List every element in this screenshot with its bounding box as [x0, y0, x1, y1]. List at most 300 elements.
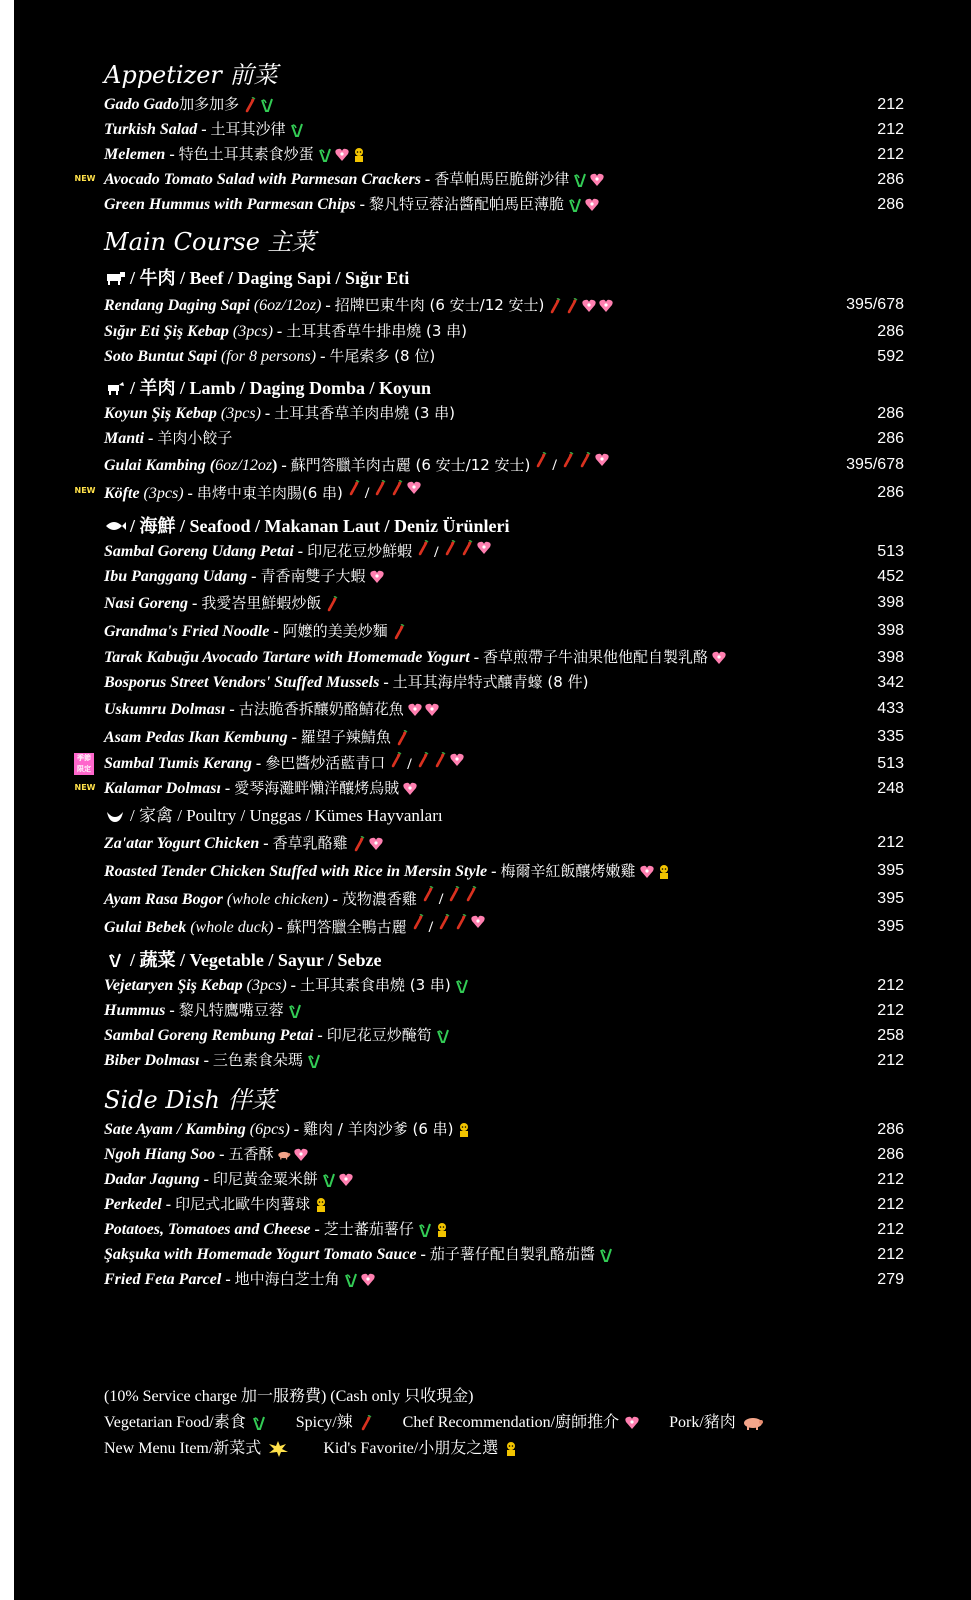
- menu-item: [104, 998, 904, 1023]
- item-separator: -: [272, 323, 287, 340]
- legend-label: Kid's Favorite/小朋友之選: [323, 1440, 499, 1457]
- menu-item: [104, 1242, 904, 1267]
- item-icons: [347, 480, 421, 508]
- item-qualifier: (3pcs): [139, 485, 184, 502]
- item-name: Nasi Goreng: [104, 595, 189, 612]
- menu-item: [104, 564, 904, 589]
- item-name: Köfte: [104, 485, 140, 502]
- chef-recommendation-icon: [640, 864, 654, 880]
- item-separator: -: [289, 1121, 304, 1138]
- item-icons: [408, 702, 439, 718]
- chef-recommendation-icon: [712, 650, 726, 666]
- item-chinese-name: 土耳其香草羊肉串燒 (3 串): [274, 404, 456, 422]
- pork-icon: [742, 1415, 764, 1431]
- item-chinese-name: 梅爾辛紅飯釀烤嫩雞: [500, 862, 636, 880]
- menu-item: [104, 451, 904, 479]
- chef-recommendation-icon: [370, 569, 384, 585]
- item-name: Ngoh Hiang Soo: [104, 1146, 216, 1163]
- item-price: 395/678: [846, 296, 904, 313]
- item-icons: [344, 1272, 375, 1288]
- section-title-appetizer: Appetizer 前菜: [104, 61, 278, 89]
- spicy-icon: [243, 97, 257, 113]
- item-chinese-name: 土耳其素食串燒 (3 串): [299, 976, 451, 994]
- item-name: Sambal Goreng Rembung Petai: [104, 1027, 314, 1044]
- menu-item: [104, 645, 904, 670]
- category-label: / 家禽 / Poultry / Unggas / Kümes Hayvanları: [130, 806, 443, 825]
- item-chinese-name: 牛尾索多 (8 位): [329, 347, 436, 365]
- chef-recommendation-icon: [599, 298, 613, 314]
- item-price: 286: [877, 405, 904, 422]
- item-name: Tarak Kabuğu Avocado Tartare with Homemade Yogurt: [104, 649, 470, 666]
- item-price: 286: [877, 1146, 904, 1163]
- menu-item: [104, 857, 904, 885]
- item-separator: -: [287, 729, 301, 746]
- item-price: 212: [877, 121, 904, 138]
- new-item-badge: NEW: [74, 783, 96, 792]
- vegetarian-icon: [318, 147, 332, 163]
- item-name: Grandma's Fried Noodle: [104, 623, 270, 640]
- item-icons: [325, 596, 339, 612]
- item-icons: [455, 978, 469, 994]
- item-separator: -: [420, 171, 435, 188]
- cow-icon: [104, 270, 126, 286]
- item-qualifier: (for 8 persons): [216, 348, 317, 365]
- item-chinese-name: 印尼花豆炒醃筍: [326, 1026, 432, 1044]
- chef-recommendation-icon: [471, 914, 485, 930]
- item-separator: -: [469, 649, 484, 666]
- spicy-icon: [433, 752, 447, 768]
- item-icons: [277, 1147, 308, 1163]
- item-name: Asam Pedas Ikan Kembung: [104, 729, 288, 746]
- item-name: Biber Dolması: [104, 1052, 200, 1069]
- menu-item: [104, 92, 904, 117]
- item-name: Potatoes, Tomatoes and Cheese: [104, 1221, 311, 1238]
- item-chinese-name: 阿嬤的美美炒麵: [282, 622, 388, 640]
- item-name: Sate Ayam / Kambing: [104, 1121, 246, 1138]
- item-qualifier: 6oz/12oz: [215, 457, 273, 474]
- item-separator: -: [316, 348, 330, 365]
- item-price: 342: [877, 674, 904, 691]
- icon-separator: /: [428, 919, 434, 937]
- item-price: 279: [877, 1271, 904, 1288]
- item-name: Gulai Kambing (: [104, 457, 216, 474]
- menu-item: [104, 1167, 904, 1192]
- fish-icon: [104, 518, 126, 534]
- item-price: 398: [877, 594, 904, 611]
- item-chinese-name: 羊肉小餃子: [157, 429, 233, 447]
- item-price: 286: [877, 484, 904, 501]
- kids-favorite-icon: [457, 1122, 471, 1138]
- icon-separator: /: [407, 755, 412, 773]
- menu-item: [104, 913, 904, 941]
- chef-recommendation-icon: [403, 781, 417, 797]
- item-chinese-name: 雞肉 / 羊肉沙爹 (6 串): [303, 1120, 454, 1138]
- vegetarian-icon: [599, 1247, 613, 1263]
- item-name: Gulai Bebek: [104, 919, 187, 936]
- item-separator: -: [220, 780, 235, 797]
- item-qualifier: (6oz/12oz): [249, 297, 322, 314]
- item-separator: -: [416, 1246, 430, 1263]
- menu-item: [104, 291, 904, 319]
- item-separator: -: [328, 891, 342, 908]
- item-price: 258: [877, 1027, 904, 1044]
- item-separator: -: [251, 755, 266, 772]
- item-chinese-name: 黎凡特豆蓉沾醬配帕馬臣薄脆: [368, 195, 564, 213]
- chef-recommendation-icon: [595, 452, 609, 468]
- item-name: Avocado Tomato Salad with Parmesan Crackers: [104, 171, 421, 188]
- item-name: Bosporus Street Vendors' Stuffed Mussels: [104, 674, 380, 691]
- menu-item: [104, 723, 904, 751]
- item-qualifier: (3pcs): [228, 323, 273, 340]
- item-icons: [548, 298, 613, 314]
- item-price: 398: [877, 649, 904, 666]
- item-separator: -: [215, 1146, 229, 1163]
- vegetarian-icon: [288, 1003, 302, 1019]
- item-chinese-name: 香草帕馬臣脆餅沙律: [434, 170, 570, 188]
- item-price: 212: [877, 834, 904, 851]
- kids-favorite-icon: [352, 147, 366, 163]
- item-name: Dadar Jagung: [104, 1171, 200, 1188]
- veg-icon: [104, 952, 126, 968]
- item-name: Ibu Panggang Udang: [104, 568, 248, 585]
- legend-label: Vegetarian Food/素食: [104, 1414, 246, 1431]
- item-separator: -: [165, 146, 179, 163]
- item-name: Uskumru Dolması: [104, 701, 226, 718]
- category-header: [104, 375, 904, 401]
- item-price: 212: [877, 1246, 904, 1263]
- menu-item: [104, 589, 904, 617]
- item-separator: -: [379, 674, 393, 691]
- menu-item: [104, 319, 904, 344]
- item-price: 212: [877, 1221, 904, 1238]
- item-name: Vejetaryen Şiş Kebap: [104, 977, 243, 994]
- category-label: / 海鮮 / Seafood / Makanan Laut / Deniz Ürünleri: [130, 516, 510, 536]
- item-chinese-name: 印尼式北歐牛肉薯球: [175, 1195, 311, 1213]
- menu-item: [104, 617, 904, 645]
- item-name: Sığır Eti Şiş Kebap: [104, 323, 229, 340]
- menu-item: [104, 1048, 904, 1073]
- menu-item: [104, 1142, 904, 1167]
- chef-recommendation-icon: [477, 540, 491, 556]
- item-chinese-name: 羅望子辣鯖魚: [300, 728, 391, 746]
- item-price: 212: [877, 146, 904, 163]
- item-chinese-name: 印尼花豆炒鮮蝦: [307, 542, 413, 560]
- item-price: 286: [877, 323, 904, 340]
- item-separator: -: [269, 623, 283, 640]
- item-chinese-name: 招牌巴東牛肉 (6 安士/12 安士): [334, 296, 545, 314]
- item-price: 398: [877, 622, 904, 639]
- legend-row: [104, 1410, 904, 1436]
- seasonal-badge: 季節限定: [74, 753, 94, 775]
- item-price: 212: [877, 977, 904, 994]
- item-chinese-name: 香草乳酪雞: [272, 834, 348, 852]
- item-price: 395: [877, 890, 904, 907]
- item-icons: [421, 886, 478, 914]
- item-name: Rendang Daging Sapi: [104, 297, 250, 314]
- item-separator: -: [199, 1052, 213, 1069]
- legend-label: Chef Recommendation/廚師推介: [402, 1414, 620, 1431]
- kids-favorite-icon: [504, 1441, 518, 1457]
- menu-content: [74, 54, 904, 1292]
- menu-item: [104, 344, 904, 369]
- category-header: [104, 513, 904, 539]
- vegetarian-icon: [418, 1222, 432, 1238]
- section-title-main-course: Main Course 主菜: [104, 228, 316, 256]
- menu-item: [104, 192, 904, 217]
- item-icons: [534, 452, 608, 480]
- menu-item: [104, 829, 904, 857]
- chef-recommendation-icon: [339, 1172, 353, 1188]
- item-qualifier: (6pcs): [245, 1121, 290, 1138]
- category-label: / 蔬菜 / Vegetable / Sayur / Sebze: [130, 950, 382, 970]
- category-header: [104, 265, 904, 291]
- spicy-icon: [578, 452, 592, 468]
- item-icons: [395, 730, 409, 746]
- item-separator: -: [286, 977, 300, 994]
- menu-item: [104, 885, 904, 913]
- item-separator: -: [293, 543, 308, 560]
- item-qualifier: (3pcs): [216, 405, 261, 422]
- spicy-icon: [460, 540, 474, 556]
- item-icons: [243, 97, 274, 113]
- menu-item: [104, 1217, 904, 1242]
- item-chinese-name: 我愛峇里鮮蝦炒飯: [201, 594, 322, 612]
- item-chinese-name: 芝士蕃茄薯仔: [323, 1220, 414, 1238]
- item-icons: [290, 122, 304, 138]
- item-chinese-name: 香草煎帶子牛油果他他配自製乳酪: [483, 648, 709, 666]
- spicy-icon: [443, 540, 457, 556]
- icon-separator: /: [438, 891, 444, 909]
- item-separator: -: [487, 863, 501, 880]
- item-icons: [370, 569, 384, 585]
- item-price: 212: [877, 1171, 904, 1188]
- spicy-icon: [534, 452, 548, 468]
- spicy-icon: [416, 540, 430, 556]
- item-icons: [457, 1122, 471, 1138]
- item-separator: -: [259, 835, 273, 852]
- chef-recommendation-icon: [408, 702, 422, 718]
- menu-item: [77, 751, 904, 776]
- item-chinese-name: 三色素食朵瑪: [212, 1051, 303, 1069]
- item-chinese-name: 地中海白芝士角: [234, 1270, 340, 1288]
- spicy-icon: [411, 914, 425, 930]
- spicy-icon: [325, 596, 339, 612]
- vegetarian-icon: [455, 978, 469, 994]
- item-icons: [392, 624, 406, 640]
- menu-item: [74, 167, 904, 192]
- item-icons: [314, 1197, 328, 1213]
- item-name: Sambal Goreng Udang Petai: [104, 543, 294, 560]
- item-price: 335: [877, 728, 904, 745]
- spicy-icon: [373, 480, 387, 496]
- item-icons: [307, 1053, 321, 1069]
- spicy-icon: [447, 886, 461, 902]
- bird-icon: [104, 808, 126, 824]
- icon-separator: /: [552, 457, 557, 475]
- item-chinese-name: 黎凡特鷹嘴豆蓉: [178, 1001, 284, 1019]
- chef-recommendation-icon: [590, 172, 604, 188]
- spicy-icon: [359, 1415, 373, 1431]
- vegetarian-icon: [568, 197, 582, 213]
- vegetarian-icon: [307, 1053, 321, 1069]
- menu-item: [104, 973, 904, 998]
- menu-item: [74, 479, 904, 507]
- item-name: Perkedel: [104, 1196, 162, 1213]
- item-separator: -: [247, 568, 261, 585]
- item-price: 452: [877, 568, 904, 585]
- item-icons: [352, 836, 383, 852]
- item-separator: -: [313, 1027, 327, 1044]
- menu-item: [104, 539, 904, 564]
- item-price: 513: [877, 755, 904, 772]
- item-separator: ) -: [272, 457, 291, 474]
- item-separator: -: [183, 485, 197, 502]
- item-name: Melemen: [104, 146, 166, 163]
- item-price: 433: [877, 700, 904, 717]
- item-name: Sambal Tumis Kerang: [104, 755, 252, 772]
- item-separator: -: [199, 1171, 213, 1188]
- menu-item: [104, 670, 904, 695]
- item-price: 395/678: [846, 456, 904, 473]
- item-chinese-name: 愛琴海灘畔懶洋釀烤烏賊: [234, 779, 400, 797]
- item-icons: [436, 1028, 450, 1044]
- new-item-badge: NEW: [74, 174, 96, 183]
- goat-icon: [104, 380, 126, 396]
- service-note: (10% Service charge 加一服務費) (Cash only 只收現金): [104, 1388, 474, 1405]
- item-name: Soto Buntut Sapi: [104, 348, 217, 365]
- item-price: 212: [877, 1052, 904, 1069]
- menu-sheet: [14, 0, 971, 1600]
- spicy-icon: [565, 298, 579, 314]
- item-chinese-name: 加多加多: [179, 95, 240, 113]
- legend-label: Spicy/辣: [295, 1414, 353, 1431]
- menu-item: [74, 776, 904, 801]
- vegetarian-icon: [322, 1172, 336, 1188]
- item-separator: -: [144, 430, 158, 447]
- item-chinese-name: 土耳其香草牛排串燒 (3 串): [286, 322, 468, 340]
- chef-recommendation-icon: [625, 1415, 639, 1431]
- chef-recommendation-icon: [585, 197, 599, 213]
- item-separator: -: [188, 595, 202, 612]
- vegetarian-icon: [436, 1028, 450, 1044]
- item-icons: [389, 752, 463, 777]
- item-price: 286: [877, 1121, 904, 1138]
- item-name: Kalamar Dolması: [104, 780, 221, 797]
- item-icons: [712, 650, 726, 666]
- item-name: Green Hummus with Parmesan Chips: [104, 196, 356, 213]
- item-name: Koyun Şiş Kebap: [104, 405, 217, 422]
- vegetarian-icon: [252, 1415, 266, 1431]
- item-icons: [640, 864, 671, 880]
- item-separator: -: [197, 121, 211, 138]
- item-separator: -: [161, 1196, 176, 1213]
- item-qualifier: (3pcs): [242, 977, 287, 994]
- kids-favorite-icon: [657, 864, 671, 880]
- spicy-icon: [392, 624, 406, 640]
- spicy-icon: [347, 480, 361, 496]
- spicy-icon: [390, 480, 404, 496]
- icon-separator: /: [364, 485, 370, 503]
- item-chinese-name: 印尼黃金粟米餅: [212, 1170, 318, 1188]
- item-price: 395: [877, 862, 904, 879]
- icon-separator: /: [434, 543, 439, 561]
- kids-favorite-icon: [314, 1197, 328, 1213]
- item-separator: -: [260, 405, 275, 422]
- vegetarian-icon: [260, 97, 274, 113]
- menu-item: [104, 117, 904, 142]
- spicy-icon: [464, 886, 478, 902]
- item-price: 513: [877, 543, 904, 560]
- item-separator: -: [310, 1221, 324, 1238]
- item-separator: -: [273, 919, 287, 936]
- item-price: 212: [877, 1002, 904, 1019]
- item-icons: [418, 1222, 449, 1238]
- item-separator: -: [321, 297, 335, 314]
- item-icons: [568, 197, 599, 213]
- spicy-icon: [437, 914, 451, 930]
- item-price: 248: [877, 780, 904, 797]
- chef-recommendation-icon: [407, 480, 421, 496]
- kids-favorite-icon: [435, 1222, 449, 1238]
- item-chinese-name: 五香酥: [228, 1145, 274, 1163]
- chef-recommendation-icon: [582, 298, 596, 314]
- menu-item: [104, 1117, 904, 1142]
- menu-item: [104, 426, 904, 451]
- item-chinese-name: 蘇門答臘全鴨古麗: [286, 918, 407, 936]
- item-chinese-name: 青香南雙子大蝦: [260, 567, 366, 585]
- spicy-icon: [454, 914, 468, 930]
- item-separator: -: [225, 701, 239, 718]
- item-price: 592: [877, 348, 904, 365]
- item-name: Manti: [104, 430, 145, 447]
- chef-recommendation-icon: [425, 702, 439, 718]
- category-label: / 羊肉 / Lamb / Daging Domba / Koyun: [130, 378, 432, 398]
- new-item-badge: NEW: [74, 486, 96, 495]
- item-chinese-name: 串烤中東羊肉腸(6 串): [196, 484, 343, 502]
- vegetarian-icon: [344, 1272, 358, 1288]
- item-name: Gado Gado: [104, 96, 180, 113]
- item-icons: [403, 781, 417, 797]
- item-qualifier: (whole duck): [186, 919, 274, 936]
- item-price: 212: [877, 96, 904, 113]
- item-icons: [411, 914, 485, 942]
- item-icons: [288, 1003, 302, 1019]
- spicy-icon: [561, 452, 575, 468]
- item-icons: [318, 147, 366, 163]
- item-chinese-name: 茄子薯仔配自製乳酪茄醬: [429, 1245, 595, 1263]
- chef-recommendation-icon: [450, 752, 464, 768]
- category-header: [104, 947, 904, 973]
- spicy-icon: [421, 886, 435, 902]
- pork-icon: [277, 1147, 291, 1163]
- item-price: 286: [877, 171, 904, 188]
- item-name: Ayam Rasa Bogor: [104, 891, 223, 908]
- item-price: 395: [877, 918, 904, 935]
- spicy-icon: [389, 752, 403, 768]
- item-name: Za'atar Yogurt Chicken: [104, 835, 260, 852]
- chef-recommendation-icon: [369, 836, 383, 852]
- menu-footer: [104, 1384, 904, 1462]
- item-chinese-name: 古法脆香拆釀奶酪鯖花魚: [238, 700, 404, 718]
- item-chinese-name: 參巴醬炒活藍青口: [265, 754, 386, 772]
- menu-item: [104, 1192, 904, 1217]
- item-chinese-name: 特色土耳其素食炒蛋: [178, 145, 314, 163]
- item-price: 212: [877, 1196, 904, 1213]
- item-chinese-name: 土耳其沙律: [210, 120, 286, 138]
- item-separator: -: [355, 196, 369, 213]
- item-chinese-name: 蘇門答臘羊肉古麗 (6 安士/12 安士): [290, 456, 531, 474]
- item-icons: [599, 1247, 613, 1263]
